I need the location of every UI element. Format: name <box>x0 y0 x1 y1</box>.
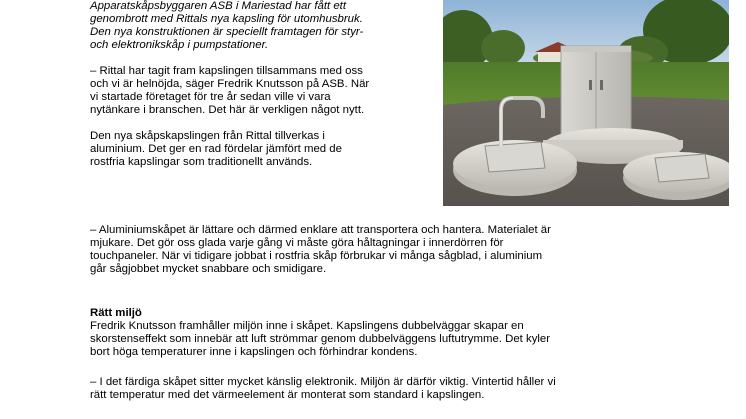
body-line: vi startade företaget för tre år sedan ville vi vara <box>90 91 331 103</box>
body-line: rätt temperatur med det värmeelement är monterat som standard i kapslingen. <box>90 389 485 401</box>
body-line: går sågjobbet mycket snabbare och smidigare. <box>90 263 327 275</box>
body-line: aluminium. Det ger en rad fördelar jämfört med de <box>90 143 342 155</box>
body-line: och vi är helnöjda, säger Fredrik Knutsson på ASB. När <box>90 78 370 90</box>
body-line: rostfria kapslingar som traditionellt används. <box>90 156 313 168</box>
body-line: Den nya skåpskapslingen från Rittal tillverkas i <box>90 130 325 142</box>
body-line: mjukare. Det gör oss glada varje gång vi måste göra håltagningar i innerdörren för <box>90 237 504 249</box>
body-line: – Rittal har tagit fram kapslingen tillsammans med oss <box>90 65 363 77</box>
body-line: nytänkare i branschen. Det här är verkligen något nytt. <box>90 104 365 116</box>
intro-column <box>90 0 435 169</box>
body-line: skorstenseffekt som innebär att luft strömmar genom dubbelväggens luftutrymme. Det kyler <box>90 333 551 345</box>
body-line: – I det färdiga skåpet sitter mycket känslig elektronik. Miljön är därför viktig. Vintertid håller vi <box>90 376 556 388</box>
body-line: – Aluminiumskåpet är lättare och därmed enklare att transportera och hantera. Materialet är <box>90 224 551 236</box>
quote-paragraph <box>90 65 435 117</box>
section-heading: Rätt miljö <box>90 307 142 319</box>
environment-paragraph <box>90 320 690 359</box>
lead-paragraph <box>90 0 435 52</box>
lead-line: och elektronikskåp i pumpstationer. <box>90 39 269 51</box>
body-line: touchpaneler. När vi tidigare jobbat i rostfria skåp förbrukar vi många sågblad, i aluminium <box>90 250 543 262</box>
lead-line: Apparatskåpsbyggaren ASB i Mariestad har fått ett <box>90 0 347 12</box>
photo-illustration <box>443 0 729 206</box>
body-line: bort höga temperaturer inne i kapslingen och förhindrar kondens. <box>90 346 418 358</box>
lead-line: genombrott med Rittals nya kapsling för utomhusbruk. <box>90 13 363 25</box>
aluminium-paragraph <box>90 224 690 276</box>
electronics-paragraph <box>90 376 690 402</box>
material-paragraph <box>90 130 435 169</box>
enclosure-photo <box>443 0 729 206</box>
lead-line: Den nya konstruktionen är speciellt framtagen för styr- <box>90 26 364 38</box>
body-line: Fredrik Knutsson framhåller miljön inne i skåpet. Kapslingens dubbelväggar skapar en <box>90 320 524 332</box>
